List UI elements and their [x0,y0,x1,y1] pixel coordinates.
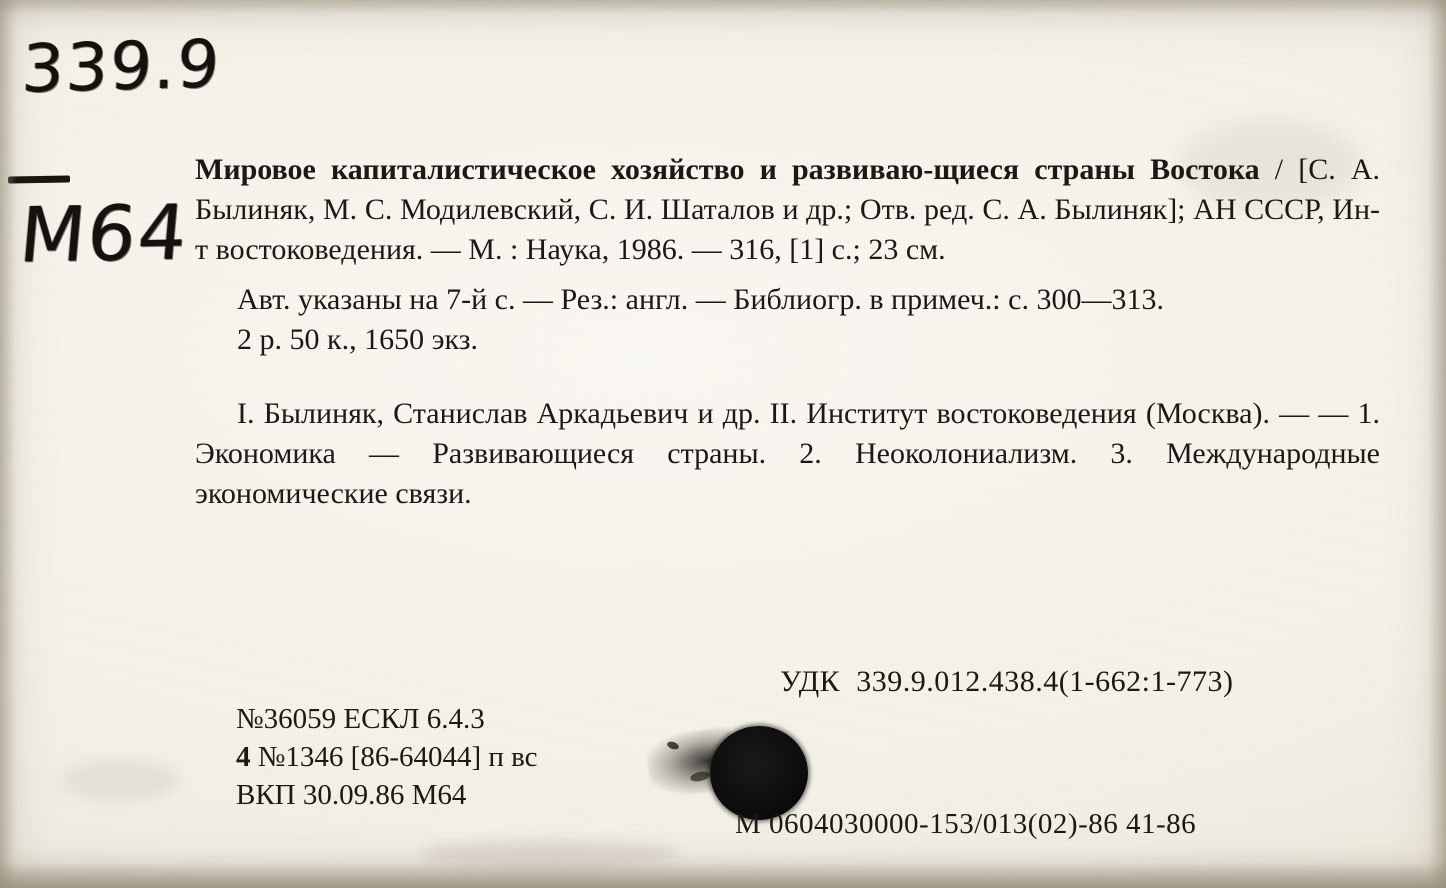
record-notes: Авт. указаны на 7-й с. — Рез.: англ. — Библиогр. в примеч.: с. 300—313. [237,283,1164,316]
call-number-underline [8,175,70,183]
spacer [195,360,1380,394]
udk-classification [780,665,1233,699]
call-number-bottom: М64 [16,187,193,280]
record-statement-of-responsibility: / [С. А. Былиняк, М. С. Модилевский, С. И. Шаталов и др.; Отв. ред. С. А. Былиняк]; АН СССР, Ин-т востоковедения. — М. : Наука, 1986. — 316, [1] с.; 23 см. [195,153,1381,266]
registration-line-2 [236,738,538,776]
card-right-edge [1428,0,1446,888]
record-title: Мировое капиталистическое хозяйство и развиваю-щиеся страны Востока [195,153,1260,186]
udk-value: 339.9.012.438.4(1-662:1-773) [856,665,1234,698]
card-bottom-edge [0,862,1446,888]
record-price-and-print-run: 2 р. 50 к., 1650 экз. [237,323,478,356]
spacer [195,270,1380,280]
registration-line-3: ВКП 30.09.86 М64 [236,779,467,811]
udk-label: УДК [780,665,841,698]
record-title-and-statement [195,150,1380,270]
registration-line-2-text: №1346 [86-64044] п вс [257,741,538,773]
registration-line-2-prefix: 4 [236,741,251,773]
registration-line-1: №36059 ЕСКЛ 6.4.3 [236,703,485,735]
bibliographic-record [195,150,1380,514]
call-number-top: 339.9 [20,25,223,108]
card-top-edge [0,0,1446,14]
publisher-code: М 0604030000-153/013(02)-86 41-86 [735,808,1197,840]
card-left-edge [0,0,16,888]
punch-hole [710,726,808,820]
registration-block [236,700,538,814]
record-tracings: I. Былиняк, Станислав Аркадьевич и др. II. Институт востоковедения (Москва). — — 1. Экономика — Развивающиеся страны. 2. Неоколониализм. 3. Международные экономические связи. [195,397,1380,510]
